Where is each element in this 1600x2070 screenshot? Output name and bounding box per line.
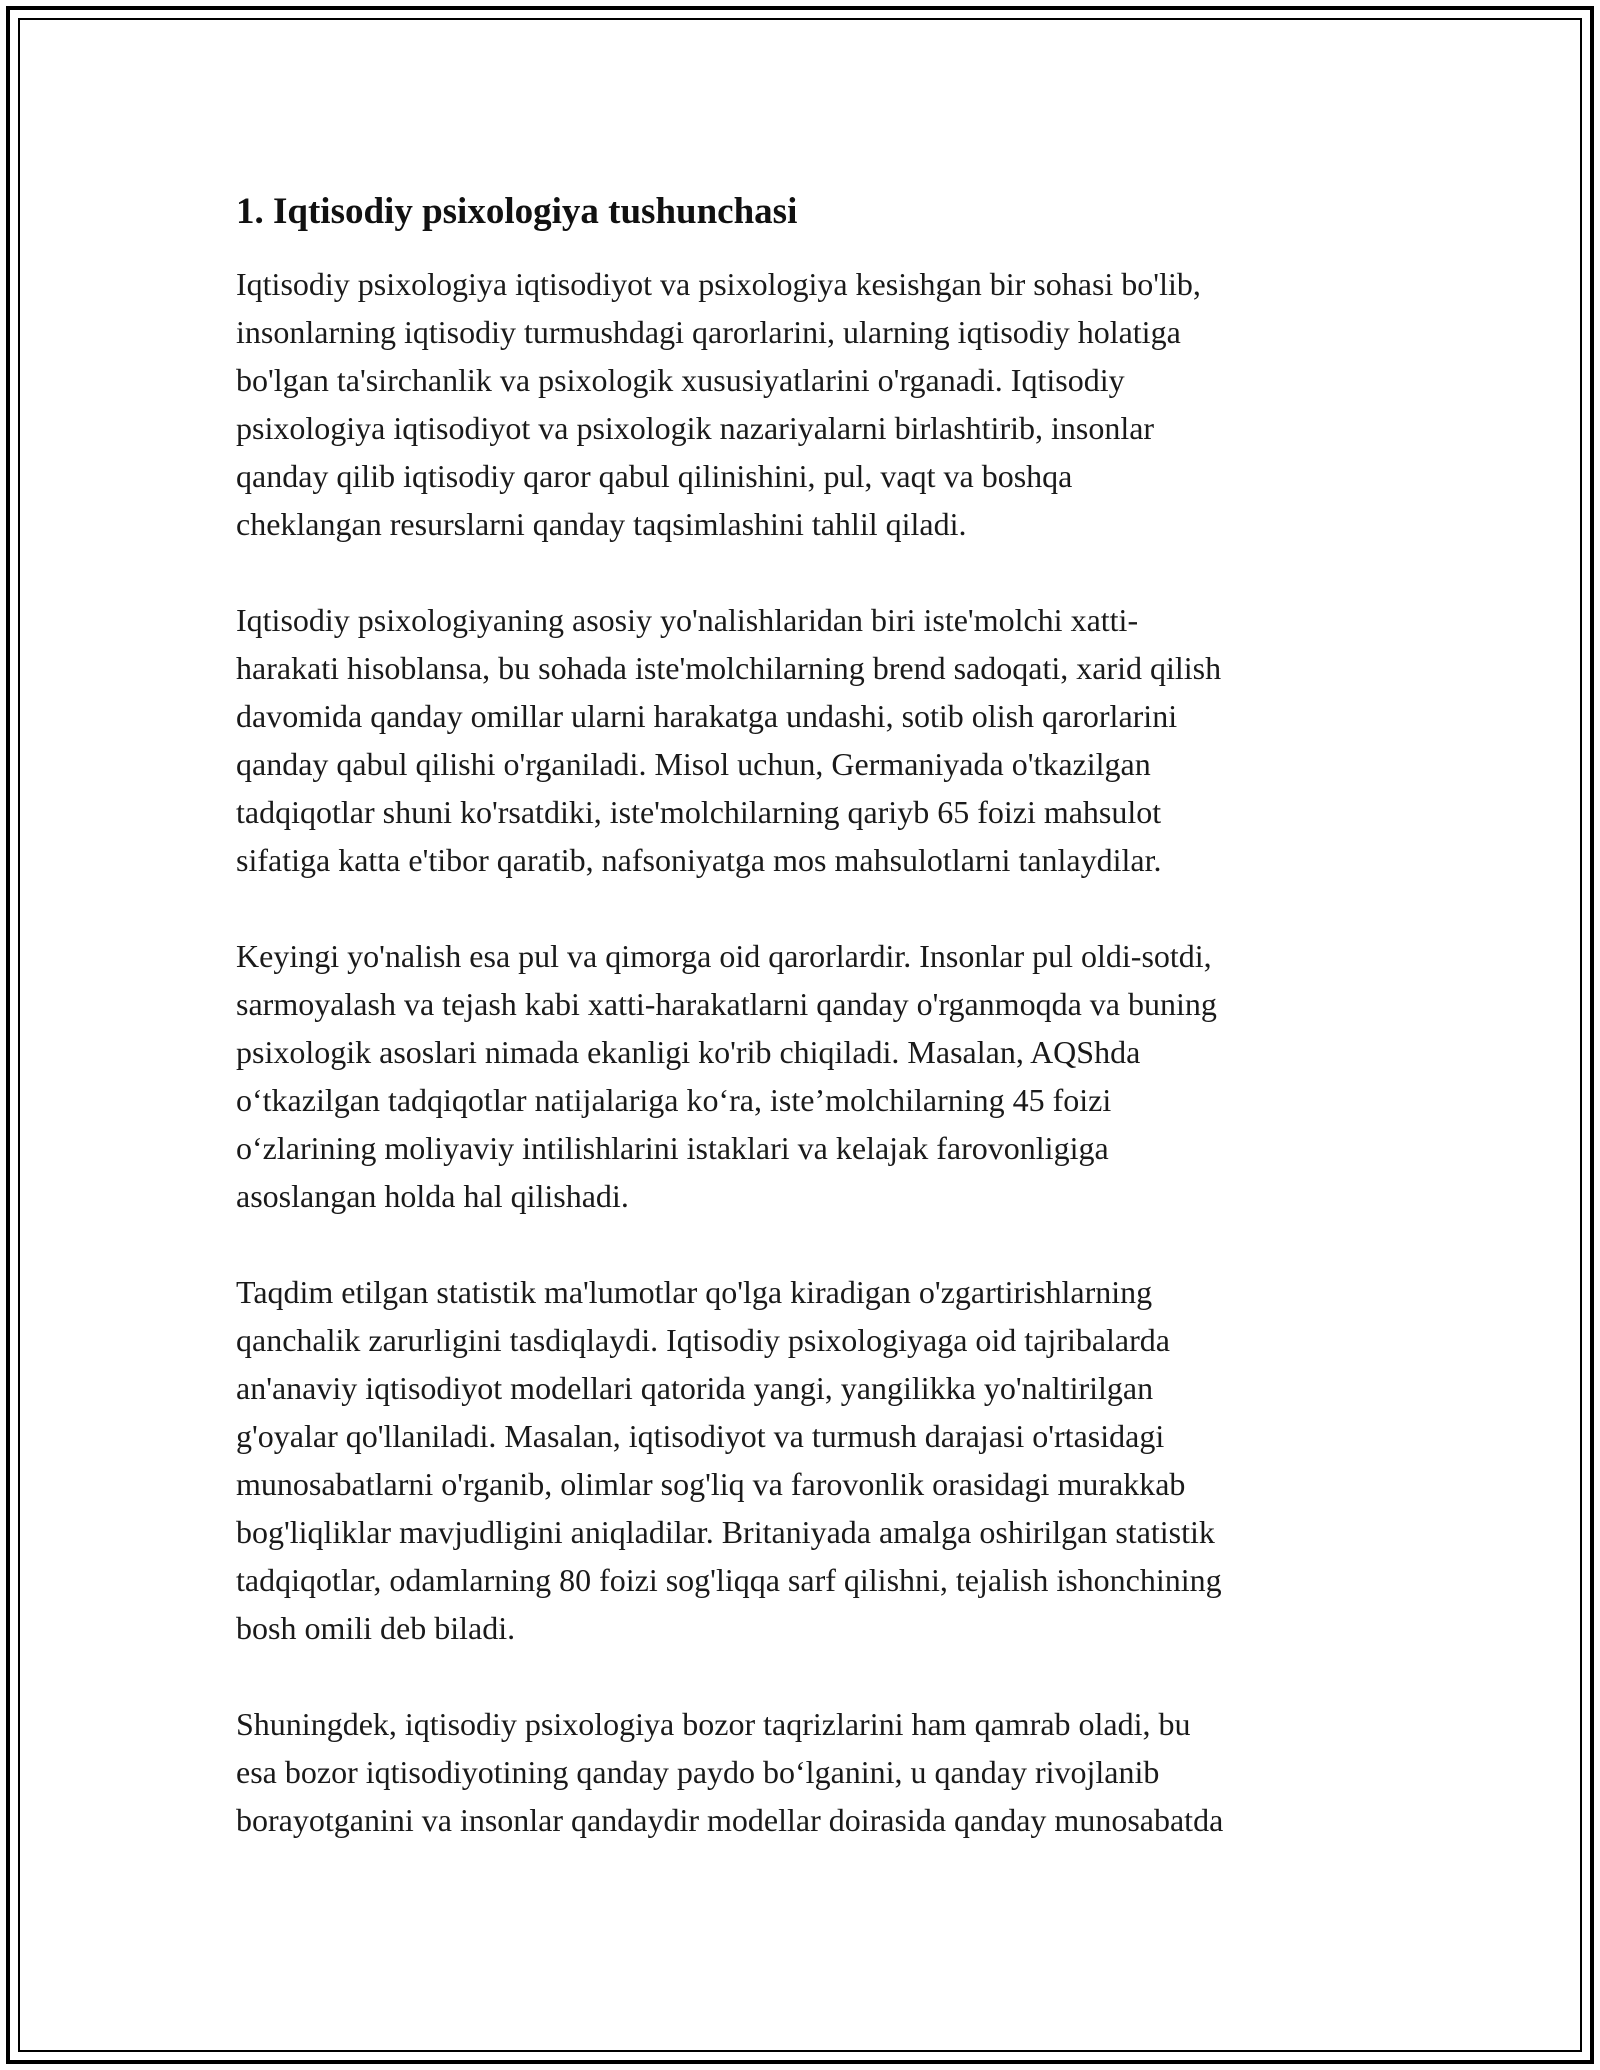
section-heading: 1. Iqtisodiy psixologiya tushunchasi	[236, 191, 798, 232]
document-body	[236, 188, 1386, 1892]
paragraph-1: Iqtisodiy psixologiya iqtisodiyot va psixologiya kesishgan bir sohasi bo'lib, insonlarning iqtisodiy turmushdagi qarorlarini, ularning iqtisodiy holatiga bo'lgan ta'sirchanlik va psixologik xususiyatlarini o'rganadi. Iqtisodiy psixologiya iqtisodiyot va psixologik nazariyalarni birlashtirib, insonlar qanday qilib iqtisodiy qaror qabul qilinishini, pul, vaqt va boshqa cheklangan resurslarni qanday taqsimlashini tahlil qiladi.	[236, 266, 1201, 542]
paragraph-5: Shuningdek, iqtisodiy psixologiya bozor taqrizlarini ham qamrab oladi, bu esa bozor iqtisodiyotining qanday paydo bo‘lganini, u qanday rivojlanib borayotganini va insonlar qandaydir modellar doirasida qanday munosabatda	[236, 1706, 1224, 1838]
paragraph-2: Iqtisodiy psixologiyaning asosiy yo'nalishlaridan biri iste'molchi xatti- harakati hisoblansa, bu sohada iste'molchilarning brend sadoqati, xarid qilish davomida qanday omillar ularni harakatga undashi, sotib olish qarorlarini qanday qabul qilishi o'rganiladi. Misol uchun, Germaniyada o'tkazilgan tadqiqotlar shuni ko'rsatdiki, iste'molchilarning qariyb 65 foizi mahsulot sifatiga katta e'tibor qaratib, nafsoniyatga mos mahsulotlarni tanlaydilar.	[236, 602, 1222, 878]
paragraph-4: Taqdim etilgan statistik ma'lumotlar qo'lga kiradigan o'zgartirishlarning qanchalik zarurligini tasdiqlaydi. Iqtisodiy psixologiyaga oid tajribalarda an'anaviy iqtisodiyot modellari qatorida yangi, yangilikka yo'naltirilgan g'oyalar qo'llaniladi. Masalan, iqtisodiyot va turmush darajasi o'rtasidagi munosabatlarni o'rganib, olimlar sog'liq va farovonlik orasidagi murakkab bog'liqliklar mavjudligini aniqladilar. Britaniyada amalga oshirilgan statistik tadqiqotlar, odamlarning 80 foizi sog'liqqa sarf qilishni, tejalish ishonchining bosh omili deb biladi.	[236, 1274, 1222, 1646]
paragraph-3: Keyingi yo'nalish esa pul va qimorga oid qarorlardir. Insonlar pul oldi-sotdi, sarmoyalash va tejash kabi xatti-harakatlarni qanday o'rganmoqda va buning psixologik asoslari nimada ekanligi ko'rib chiqiladi. Masalan, AQShda o‘tkazilgan tadqiqotlar natijalariga ko‘ra, iste’molchilarning 45 foizi o‘zlarining moliyaviy intilishlarini istaklari va kelajak farovonligiga asoslangan holda hal qilishadi.	[236, 938, 1217, 1214]
